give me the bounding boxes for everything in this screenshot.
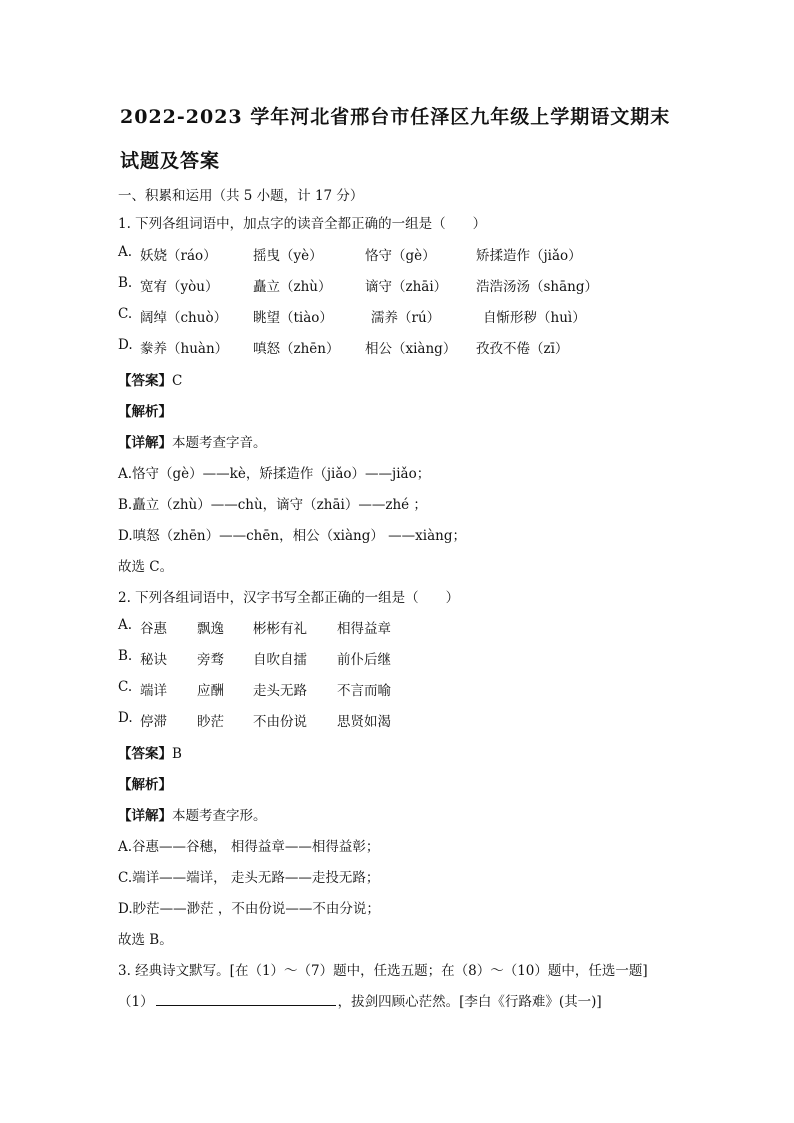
answer-value: B [172, 746, 182, 762]
question-2-detail-line: D.眇茫——渺茫 ，不由份说——不由分说； [118, 901, 380, 917]
option-label: A. [118, 244, 133, 260]
detail-intro: 本题考查字音。 [172, 435, 267, 451]
option-item: 停滞 [140, 714, 167, 730]
option-item: 谷惠 [140, 621, 167, 637]
option-item: 宽宥（yòu） [140, 279, 219, 295]
option-item: 旁骛 [197, 652, 224, 668]
question-2-detail-line: A.谷惠——谷穗， 相得益章——相得益彰； [118, 839, 380, 855]
question-3-item-1 [118, 990, 602, 1010]
question-1-conclusion: 故选 C。 [118, 559, 174, 575]
question-1-detail-line: D.嗔怒（zhēn）——chēn，相公（xiàng） ——xiàng； [118, 528, 466, 544]
option-item: 濡养（rú） [371, 310, 441, 326]
document-title-line-2: 试题及答案 [120, 150, 221, 172]
option-item: 妖娆（ráo） [140, 248, 217, 264]
option-label: D. [118, 337, 133, 353]
option-item: 端详 [140, 683, 167, 699]
question-2-stem: 2. 下列各组词语中，汉字书写全都正确的一组是（ ） [118, 590, 460, 606]
option-item: 恪守（gè） [365, 248, 436, 264]
option-item: 矫揉造作（jiǎo） [476, 248, 582, 264]
option-item: 阔绰（chuò） [140, 310, 228, 326]
question-3-stem: 3. 经典诗文默写。[在（1）～（7）题中，任选五题；在（8）～（10）题中，任选一题] [118, 963, 648, 979]
question-2-detail-line: C.端详——端详， 走头无路——走投无路； [118, 870, 380, 886]
question-1-detail-line: A.恪守（gè）——kè，矫揉造作（jiǎo）——jiǎo； [118, 466, 431, 482]
answer-tag: 【答案】 [118, 746, 172, 762]
option-item: 矗立（zhù） [253, 279, 332, 295]
detail-intro: 本题考查字形。 [172, 808, 267, 824]
option-item: 走头无路 [253, 683, 307, 699]
option-label: C. [118, 679, 133, 695]
option-label: C. [118, 306, 133, 322]
option-label: B. [118, 275, 133, 291]
option-item: 不言而喻 [337, 683, 391, 699]
option-item: 谪守（zhāi） [365, 279, 448, 295]
answer-value: C [172, 373, 183, 389]
option-item: 思贤如渴 [337, 714, 391, 730]
option-item: 自吹自擂 [253, 652, 307, 668]
option-label: D. [118, 710, 133, 726]
option-item: 孜孜不倦（zī） [476, 341, 569, 357]
question-2-detail [118, 804, 267, 824]
option-item: 自惭形秽（huì） [483, 310, 586, 326]
question-1-detail [118, 431, 267, 451]
option-item: 摇曳（yè） [253, 248, 323, 264]
option-item: 相得益章 [337, 621, 391, 637]
question-2-analysis-tag: 【解析】 [118, 777, 172, 793]
question-1-detail-line: B.矗立（zhù）——chù，谪守（zhāi）——zhé ； [118, 497, 427, 513]
option-item: 应酬 [197, 683, 224, 699]
option-item: 前仆后继 [337, 652, 391, 668]
option-item: 秘诀 [140, 652, 167, 668]
option-label: A. [118, 617, 133, 633]
option-item: 眺望（tiào） [253, 310, 333, 326]
question-2-conclusion: 故选 B。 [118, 932, 173, 948]
option-label: B. [118, 648, 133, 664]
option-item: 彬彬有礼 [253, 621, 307, 637]
option-item: 不由份说 [253, 714, 307, 730]
item-text: ，拔剑四顾心茫然。[李白《行路难》(其一)] [337, 994, 602, 1010]
question-2-answer [118, 742, 182, 762]
fill-in-blank[interactable] [156, 993, 336, 1006]
option-item: 嗔怒（zhēn） [253, 341, 340, 357]
option-item: 浩浩汤汤（shāng） [476, 279, 599, 295]
question-1-answer [118, 369, 182, 389]
option-item: 飘逸 [197, 621, 224, 637]
item-number: （1） [118, 994, 154, 1010]
answer-tag: 【答案】 [118, 373, 172, 389]
question-1-analysis-tag: 【解析】 [118, 404, 172, 420]
option-item: 眇茫 [197, 714, 224, 730]
detail-tag: 【详解】 [118, 435, 172, 451]
question-1-stem: 1. 下列各组词语中，加点字的读音全都正确的一组是（ ） [118, 216, 487, 232]
option-item: 相公（xiàng） [365, 341, 457, 357]
detail-tag: 【详解】 [118, 808, 172, 824]
section-heading: 一、积累和运用（共 5 小题，计 17 分） [118, 188, 364, 204]
option-item: 豢养（huàn） [140, 341, 229, 357]
document-title-line-1: 2022-2023 学年河北省邢台市任泽区九年级上学期语文期末 [120, 106, 671, 128]
